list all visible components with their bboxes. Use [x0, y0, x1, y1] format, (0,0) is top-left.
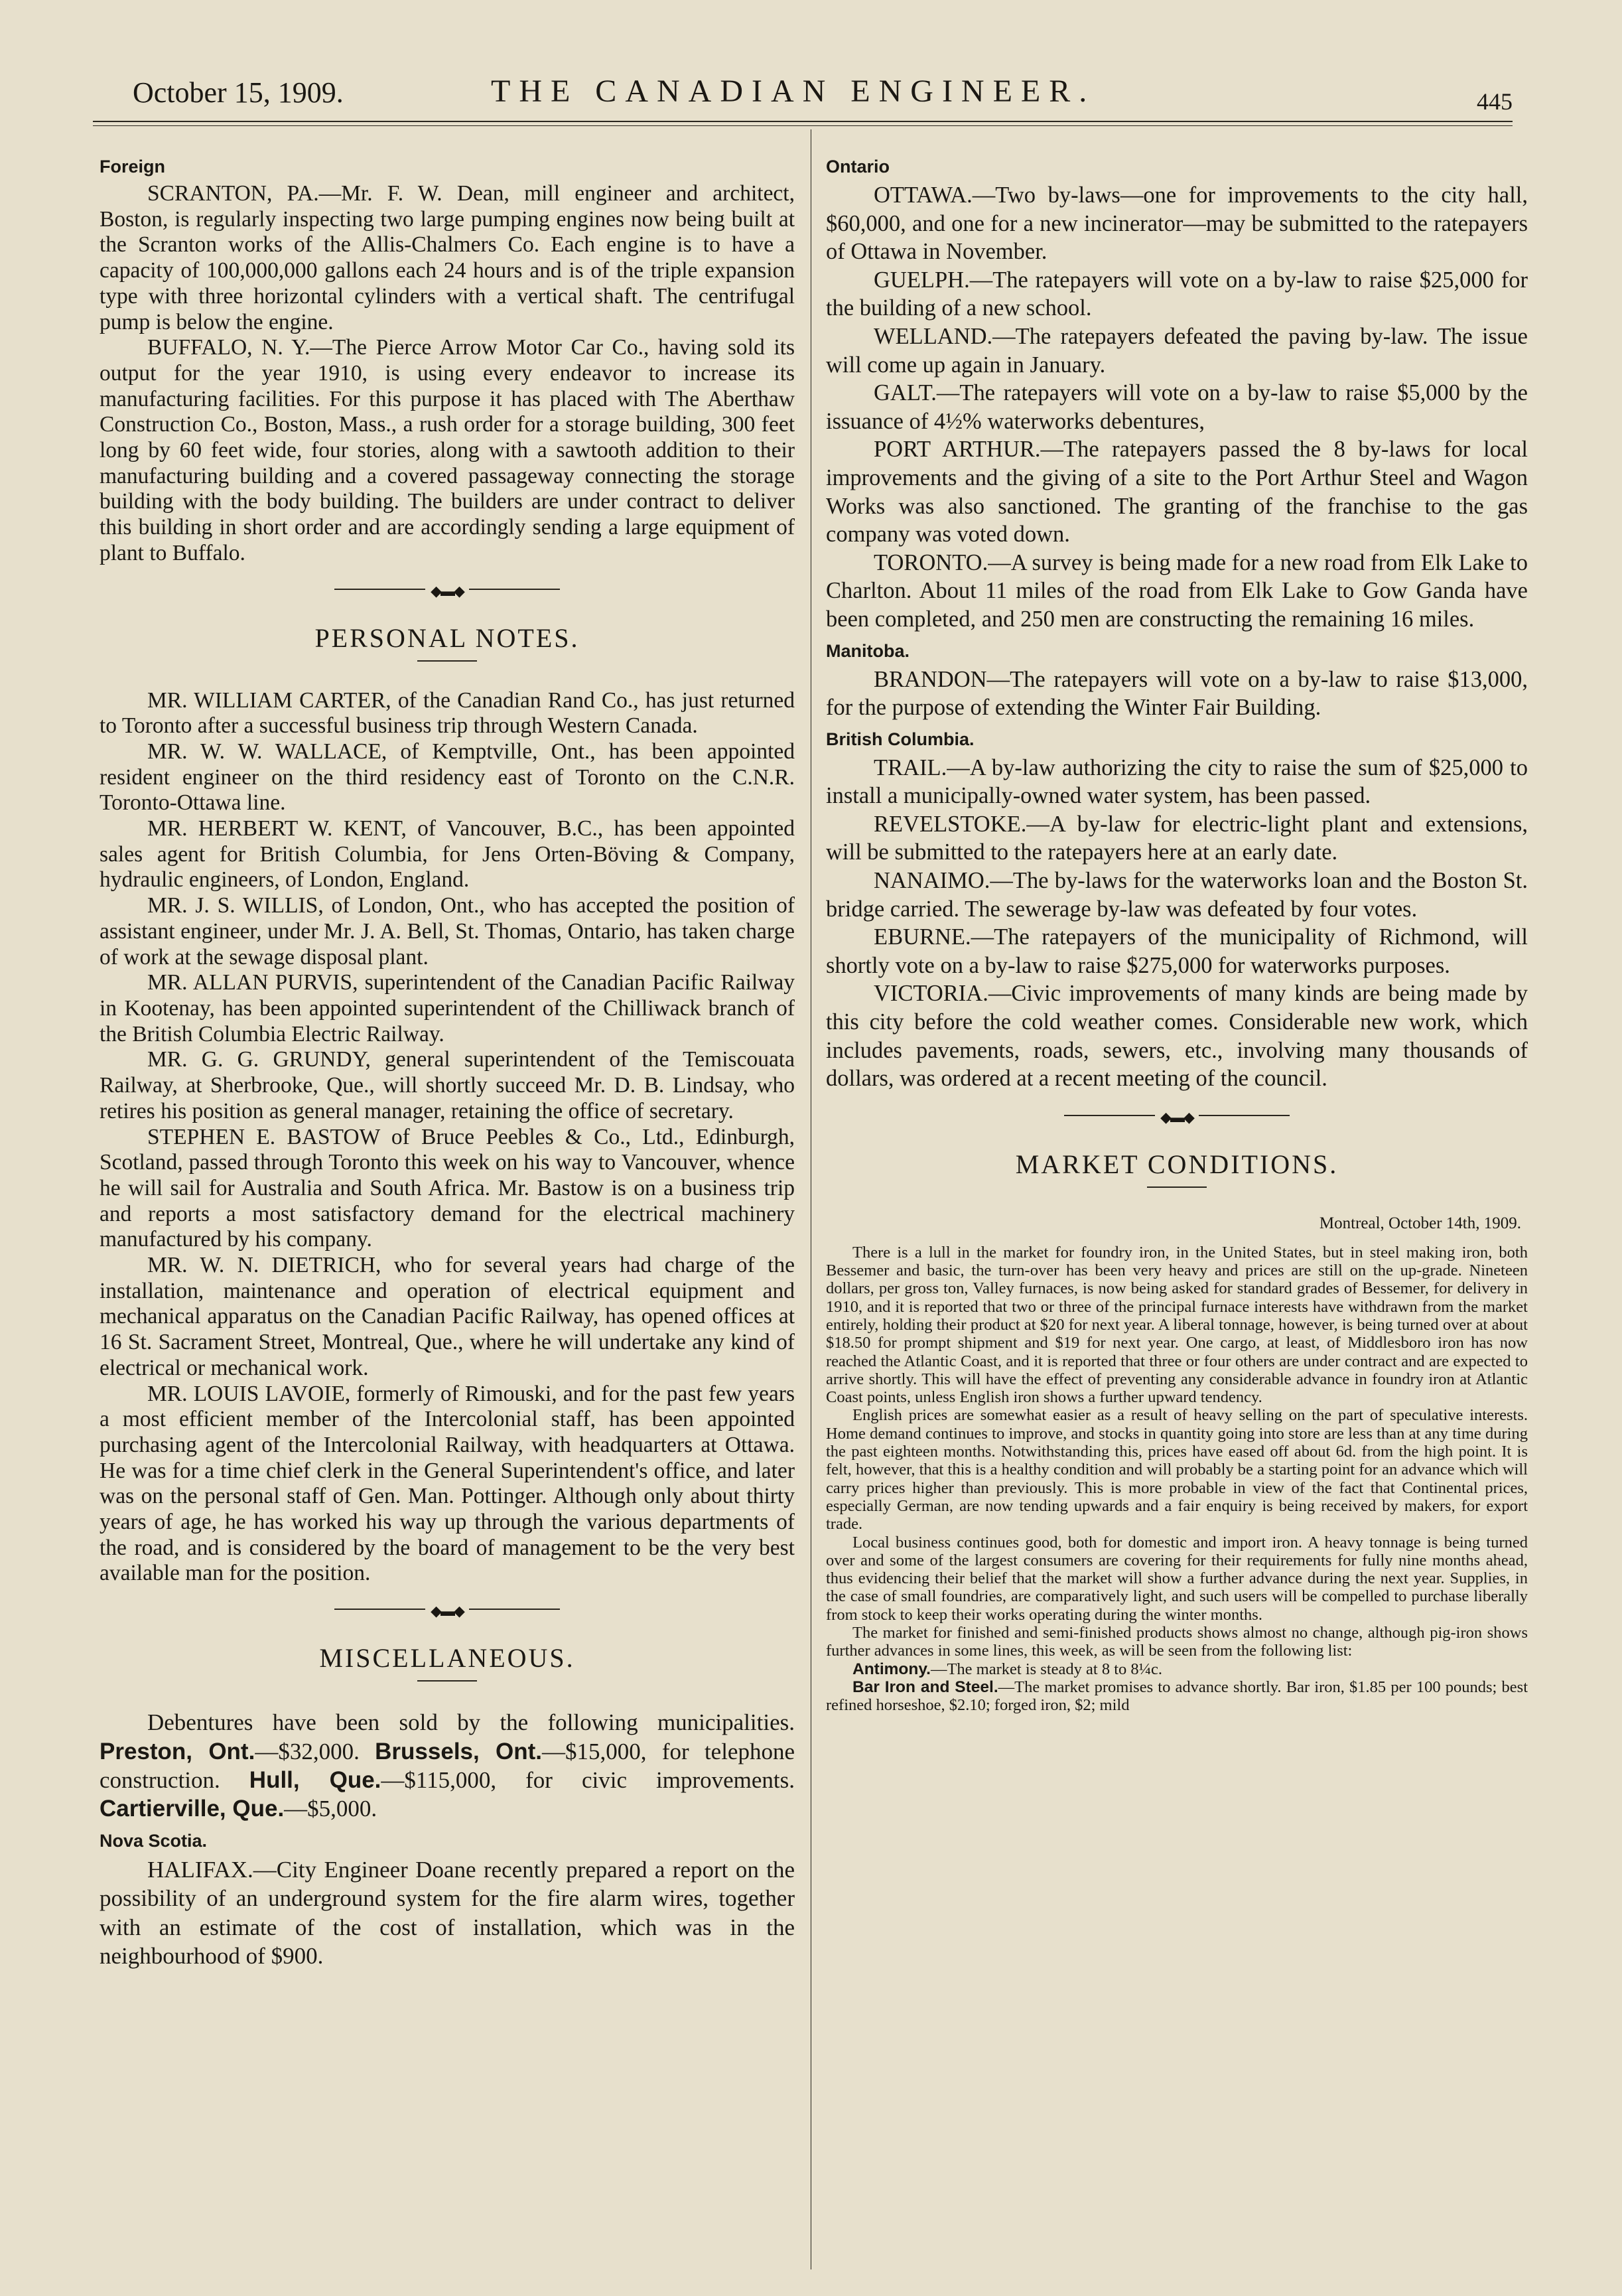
- personal-note: MR. LOUIS LAVOIE, formerly of Rimouski, and for the past few years a most efficient member of the Intercolonial staff, has been appointed purchasing agent of the Intercolonial Railway, with headquarters at Ottawa. He was for a time chief clerk in the General Superintendent's office, and later was on the personal staff of Gen. Man. Pottinger. Although only about thirty years of age, he has worked his way up through the various departments of the road, and is considered by the board of management to be the very best available man for the position.: [100, 1381, 795, 1586]
- left-column: [100, 149, 795, 2269]
- municipality-name: Hull, Que.: [249, 1766, 381, 1793]
- foreign-heading: Foreign: [100, 157, 165, 177]
- title-rule: [417, 1680, 477, 1682]
- ontario-item: WELLAND.—The ratepayers defeated the paving by-law. The issue will come up again in January.: [826, 323, 1528, 378]
- right-column: [826, 149, 1528, 2269]
- ontario-item: GUELPH.—The ratepayers will vote on a by-law to raise $25,000 for the building of a new school.: [826, 267, 1528, 321]
- commodity-name: Antimony.: [852, 1660, 931, 1678]
- bc-item: NANAIMO.—The by-laws for the waterworks loan and the Boston St. bridge carried. The sewerage by-law was defeated by four votes.: [826, 868, 1528, 922]
- page-number: 445: [1477, 88, 1513, 115]
- nova-scotia-item: HALIFAX.—City Engineer Doane recently prepared a report on the possibility of an underground system for the fire alarm wires, together with an estimate of the cost of installation, which was in the neighbourhood of $900.: [100, 1856, 795, 1969]
- nova-scotia-heading: Nova Scotia.: [100, 1830, 208, 1851]
- personal-note: MR. W. W. WALLACE, of Kemptville, Ont., has been appointed resident engineer on the third residency east of Toronto on the C.N.R. Toronto-Ottawa line.: [100, 739, 795, 816]
- section-ornament: ◆▬◆: [1064, 1109, 1290, 1122]
- debentures-paragraph: Debentures have been sold by the following municipalities. Preston, Ont.—$32,000. Brussels, Ont.—$15,000, for telephone construction. Hull, Que.—$115,000, for civic improvements. Cartierville, Que.—$5,000.: [100, 1709, 795, 1822]
- section-ornament: ◆▬◆: [334, 583, 560, 596]
- ontario-heading: Ontario: [826, 157, 890, 177]
- ontario-item: GALT.—The ratepayers will vote on a by-law to raise $5,000 by the issuance of 4½% waterworks debentures,: [826, 380, 1528, 434]
- personal-note: MR. HERBERT W. KENT, of Vancouver, B.C., has been appointed sales agent for British Columbia, for Jens Orten-Böving & Company, hydraulic engineers, of London, England.: [100, 816, 795, 893]
- market-item-antimony: Antimony.—The market is steady at 8 to 8¼c.: [852, 1660, 1162, 1678]
- personal-note: MR. WILLIAM CARTER, of the Canadian Rand Co., has just returned to Toronto after a successful business trip through Western Canada.: [100, 687, 795, 739]
- market-paragraph: English prices are somewhat easier as a result of heavy selling on the part of speculative interests. Home demand continues to improve, and stocks in quantity going into store are less than at any time during the past eighteen months. Notwithstanding this, prices have eased off about 6d. from the high point. It is felt, however, that this is a healthy condition and will probably be a starting point for an advance which will carry prices higher than previously. This is more probable in view of the fact that Continental prices, especially German, are now tending upwards and a fair enquiry is being received by makers, for export trade.: [826, 1406, 1528, 1534]
- bc-item: VICTORIA.—Civic improvements of many kinds are being made by this city before the cold weather comes. Considerable new work, which includes pavements, roads, sewers, etc., involving many thousands of dollars, was ordered at a recent meeting of the council.: [826, 981, 1528, 1092]
- personal-notes-title: PERSONAL NOTES.: [314, 622, 580, 653]
- manitoba-item: BRANDON—The ratepayers will vote on a by-law to raise $13,000, for the purpose of extending the Winter Fair Building.: [826, 666, 1528, 721]
- market-paragraph: There is a lull in the market for foundry iron, in the United States, but in steel making iron, both Bessemer and basic, the turn-over has been very heavy and prices are still on the up-grade. Nineteen dollars, per gross ton, Valley furnaces, is now being asked for standard grades of Bessemer, for delivery in 1910, and it is reported that two or three of the principal furnace interests have withdrawn from the market entirely, holding their product at $20 for next year. A liberal tonnage, however, is being turned over at about $18.50 for prompt shipment and $19 for next year. One cargo, at least, of Middlesboro iron has now reached the Atlantic Coast, and it is reported that three or four others are under contract and are expected to arrive shortly. This will have the effect of preventing any considerable advance in foundry iron at Atlantic Coast points, unless English iron shows a further upward tendency.: [826, 1243, 1528, 1407]
- title-rule: [1147, 1186, 1207, 1188]
- municipality-name: Cartierville, Que.: [100, 1796, 285, 1822]
- market-dateline: Montreal, October 14th, 1909.: [1319, 1214, 1521, 1232]
- personal-note: STEPHEN E. BASTOW of Bruce Peebles & Co., Ltd., Edinburgh, Scotland, passed through Toronto this week on his way to Vancouver, whence he will sail for Australia and South Africa. Mr. Bastow is on a business trip and reports a most satisfactory demand for the electrical machinery manufactured by his company.: [100, 1124, 795, 1252]
- personal-note: MR. ALLAN PURVIS, superintendent of the Canadian Pacific Railway in Kootenay, has been appointed superintendent of the Chilliwack branch of the British Columbia Electric Railway.: [100, 970, 795, 1046]
- manitoba-heading: Manitoba.: [826, 640, 910, 661]
- bc-item: REVELSTOKE.—A by-law for electric-light plant and extensions, will be submitted to the ratepayers here at an early date.: [826, 811, 1528, 865]
- personal-note: MR. G. G. GRUNDY, general superintendent of the Temiscouata Railway, at Sherbrooke, Que., will shortly succeed Mr. D. B. Lindsay, who retires his position as general manager, retaining the office of secretary.: [100, 1047, 795, 1123]
- header-rule: [93, 121, 1513, 122]
- bc-item: TRAIL.—A by-law authorizing the city to raise the sum of $25,000 to install a municipally-owned water system, has been passed.: [826, 754, 1528, 809]
- market-paragraph: Local business continues good, both for domestic and import iron. A heavy tonnage is being turned over and some of the largest consumers are covering for their requirements for fully nine months ahead, thus evidencing their belief that the market will show a further advance during the next year. Supplies, in the case of small foundries, are comparatively light, and such users will be compelled to purchase liberally from stock to keep their works operating during the winter months.: [826, 1533, 1528, 1624]
- british-columbia-heading: British Columbia.: [826, 729, 975, 749]
- personal-note: MR. W. N. DIETRICH, who for several years had charge of the installation, maintenance and operation of electrical equipment and mechanical apparatus on the Canadian Pacific Railway, has opened offices at 16 St. Sacrament Street, Montreal, Que., where he will undertake any kind of electrical or mechanical work.: [100, 1253, 795, 1380]
- bc-item: EBURNE.—The ratepayers of the municipality of Richmond, will shortly vote on a by-law to raise $275,000 for waterworks purposes.: [826, 924, 1528, 978]
- title-rule: [417, 660, 477, 662]
- foreign-item: BUFFALO, N. Y.—The Pierce Arrow Motor Car Co., having sold its output for the year 1910, is using every endeavor to increase its manufacturing facilities. For this purpose it has placed with The Aberthaw Construction Co., Boston, Mass., a rush order for a storage building, 300 feet long by 60 feet wide, four stories, along with a sawtooth addition to their manufacturing building and a covered passageway connecting the storage building with the body building. The builders are under contract to deliver this building in short order and are accordingly sending a large equipment of plant to Buffalo.: [100, 335, 795, 565]
- municipality-name: Preston, Ont.: [100, 1738, 255, 1764]
- market-paragraph: The market for finished and semi-finished products shows almost no change, although pig-iron shows further advances in some lines, this week, as will be seen from the following list:: [826, 1624, 1528, 1660]
- header-rule-thin: [93, 125, 1513, 126]
- journal-title: THE CANADIAN ENGINEER.: [491, 74, 1096, 109]
- page-header: [93, 64, 1513, 123]
- ontario-item: OTTAWA.—Two by-laws—one for improvements to the city hall, $60,000, and one for a new incinerator—may be submitted to the ratepayers of Ottawa in November.: [826, 182, 1528, 265]
- miscellaneous-title: MISCELLANEOUS.: [319, 1643, 575, 1674]
- section-ornament: ◆▬◆: [334, 1603, 560, 1616]
- issue-date: October 15, 1909.: [133, 76, 344, 109]
- personal-note: MR. J. S. WILLIS, of London, Ont., who has accepted the position of assistant engineer, under Mr. J. A. Bell, St. Thomas, Ontario, has taken charge of work at the sewage disposal plant.: [100, 893, 795, 969]
- market-conditions-title: MARKET CONDITIONS.: [1015, 1149, 1339, 1179]
- market-item-bar-iron: Bar Iron and Steel.—The market promises to advance shortly. Bar iron, $1.85 per 100 pounds; best refined horseshoe, $2.10; forged iron, $2; mild: [826, 1678, 1528, 1715]
- municipality-name: Brussels, Ont.: [375, 1738, 542, 1764]
- foreign-item: SCRANTON, PA.—Mr. F. W. Dean, mill engineer and architect, Boston, is regularly inspecting two large pumping engines now being built at the Scranton works of the Allis-Chalmers Co. Each engine is to have a capacity of 100,000,000 gallons each 24 hours and is of the triple expansion type with three horizontal cylinders with a vertical shaft. The centrifugal pump is below the engine.: [100, 181, 795, 334]
- commodity-name: Bar Iron and Steel.: [852, 1678, 998, 1696]
- ontario-item: PORT ARTHUR.—The ratepayers passed the 8 by-laws for local improvements and the giving of a site to the Port Arthur Steel and Wagon Works was also sanctioned. The granting of the franchise to the gas company was voted down.: [826, 437, 1528, 547]
- ontario-item: TORONTO.—A survey is being made for a new road from Elk Lake to Charlton. About 11 miles of the road from Elk Lake to Gow Ganda have been completed, and 250 men are constructing the remaining 16 miles.: [826, 549, 1528, 632]
